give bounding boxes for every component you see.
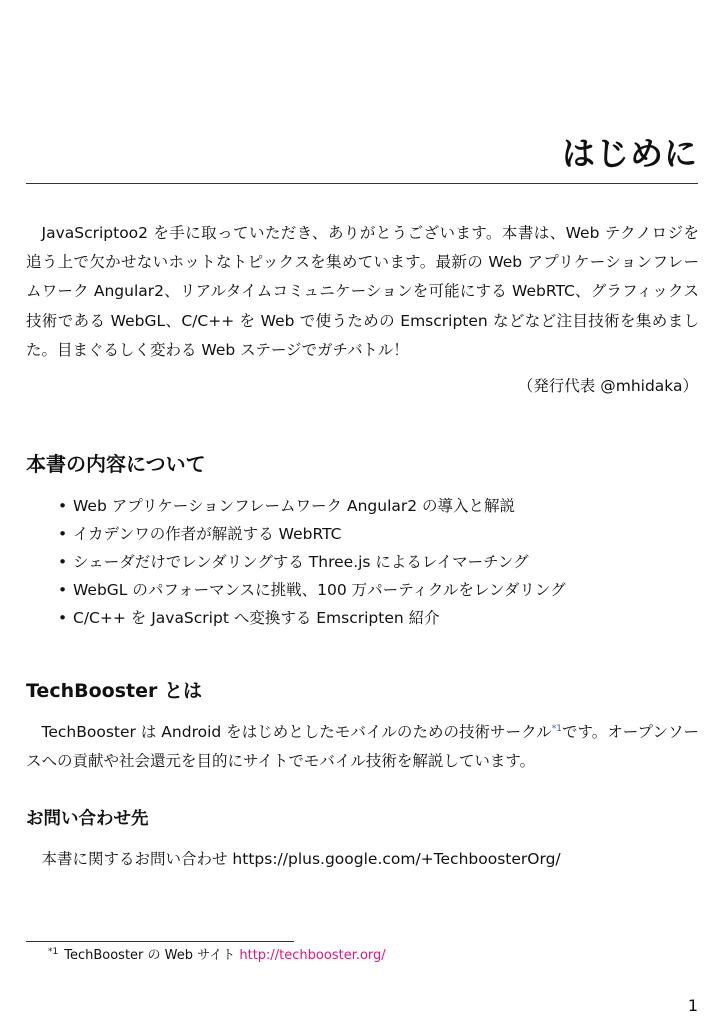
techbooster-text-after: です。オープンソースへの貢献や社会還元を目的にサイトでモバイル技術を解説しています。 xyxy=(26,723,699,771)
list-item: • Web アプリケーションフレームワーク Angular2 の導入と解説 xyxy=(26,492,566,520)
list-item: • WebGL のパフォーマンスに挑戦、100 万パーティクルをレンダリング xyxy=(26,576,566,604)
page-title: はじめに xyxy=(562,134,698,173)
contents-heading: 本書の内容について xyxy=(26,452,206,476)
footnote xyxy=(48,945,386,967)
contact-text: 本書に関するお問い合わせ https://plus.google.com/+TechboosterOrg/ xyxy=(41,850,561,868)
footnote-mark: *1 xyxy=(48,946,59,957)
intro-signature: （発行代表 @mhidaka） xyxy=(517,377,698,395)
intro-paragraph: JavaScriptoo2 を手に取っていただき、ありがとうございます。本書は、Web テクノロジを追う上で欠かせないホットなトピックスを集めています。最新の Web アプリケーションフレームワーク Angular2、リアルタイムコミュニケーションを可能にする WebRTC、グラフィックス技術である WebGL、C/C++ を Web で使うための Emscripten などなど注目技術を集めました。目まぐるしく変わる Web ステージでガチバトル！ xyxy=(26,224,699,359)
list-item: • イカデンワの作者が解説する WebRTC xyxy=(26,520,566,548)
contents-list xyxy=(26,492,566,632)
techbooster-heading: TechBooster とは xyxy=(26,680,202,702)
footnote-link[interactable]: http://techbooster.org/ xyxy=(239,948,386,963)
techbooster-text-before: TechBooster は Android をはじめとしたモバイルのための技術サークル xyxy=(41,723,552,741)
techbooster-paragraph xyxy=(26,718,699,776)
page-number: 1 xyxy=(687,996,698,1015)
list-item: • C/C++ を JavaScript へ変換する Emscripten 紹介 xyxy=(26,604,566,632)
title-divider xyxy=(26,183,698,184)
list-item: • シェーダだけでレンダリングする Three.js によるレイマーチング xyxy=(26,548,566,576)
contact-heading: お問い合わせ先 xyxy=(26,809,149,829)
footnote-reference[interactable]: *1 xyxy=(551,723,562,734)
footnote-divider xyxy=(26,941,294,942)
footnote-text: TechBooster の Web サイト xyxy=(64,948,240,963)
